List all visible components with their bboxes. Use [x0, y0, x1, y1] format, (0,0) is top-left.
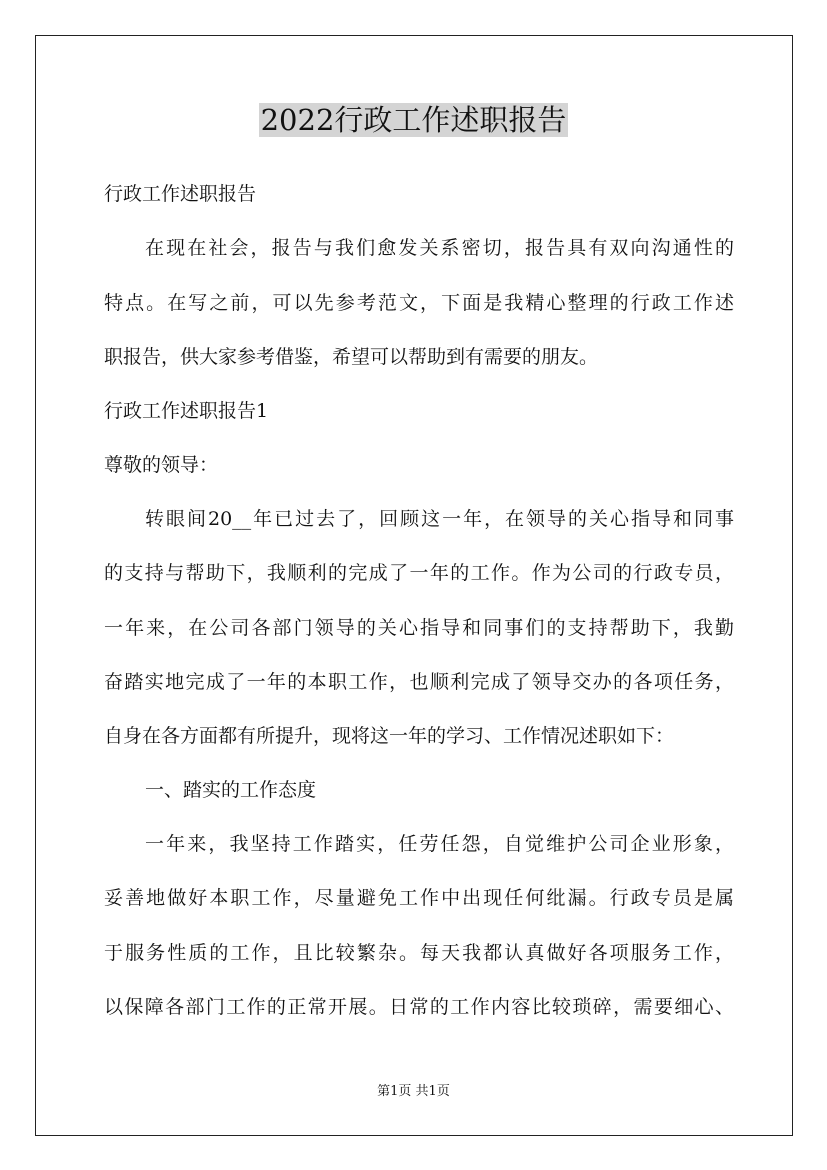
text-line: 职报告，供大家参考借鉴，希望可以帮助到有需要的朋友。: [104, 346, 599, 368]
text-line: 妥善地做好本职工作，尽量避免工作中出现任何纰漏。行政专员是属: [104, 887, 734, 909]
page-number-footer: 第1页 共1页: [377, 1084, 450, 1099]
text-line: 的支持与帮助下，我顺利的完成了一年的工作。作为公司的行政专员，: [104, 562, 734, 584]
text-line: 奋踏实地完成了一年的本职工作，也顺利完成了领导交办的各项任务，: [104, 671, 734, 693]
document-title: [0, 100, 827, 140]
text-line-subtitle: 行政工作述职报告: [104, 183, 257, 205]
text-line: 一年来，在公司各部门领导的关心指导和同事们的支持帮助下，我勤: [104, 617, 734, 639]
text-line: 转眼间20__年已过去了，回顾这一年，在领导的关心指导和同事: [145, 508, 734, 530]
text-line: 于服务性质的工作，且比较繁杂。每天我都认真做好各项服务工作，: [104, 942, 734, 964]
text-line: 在现在社会，报告与我们愈发关系密切，报告具有双向沟通性的: [145, 237, 734, 259]
text-line: 一年来，我坚持工作踏实，任劳任怨，自觉维护公司企业形象，: [145, 833, 734, 855]
text-line: 特点。在写之前，可以先参考范文，下面是我精心整理的行政工作述: [104, 292, 734, 314]
section-heading: 行政工作述职报告1: [104, 400, 269, 422]
subsection-heading: 一、踏实的工作态度: [145, 779, 317, 801]
salutation: 尊敬的领导：: [104, 454, 219, 476]
text-line: 以保障各部门工作的正常开展。日常的工作内容比较琐碎，需要细心、: [104, 996, 734, 1018]
title-text: 2022行政工作述职报告: [260, 103, 567, 137]
text-line: 自身在各方面都有所提升，现将这一年的学习、工作情况述职如下：: [104, 725, 675, 747]
